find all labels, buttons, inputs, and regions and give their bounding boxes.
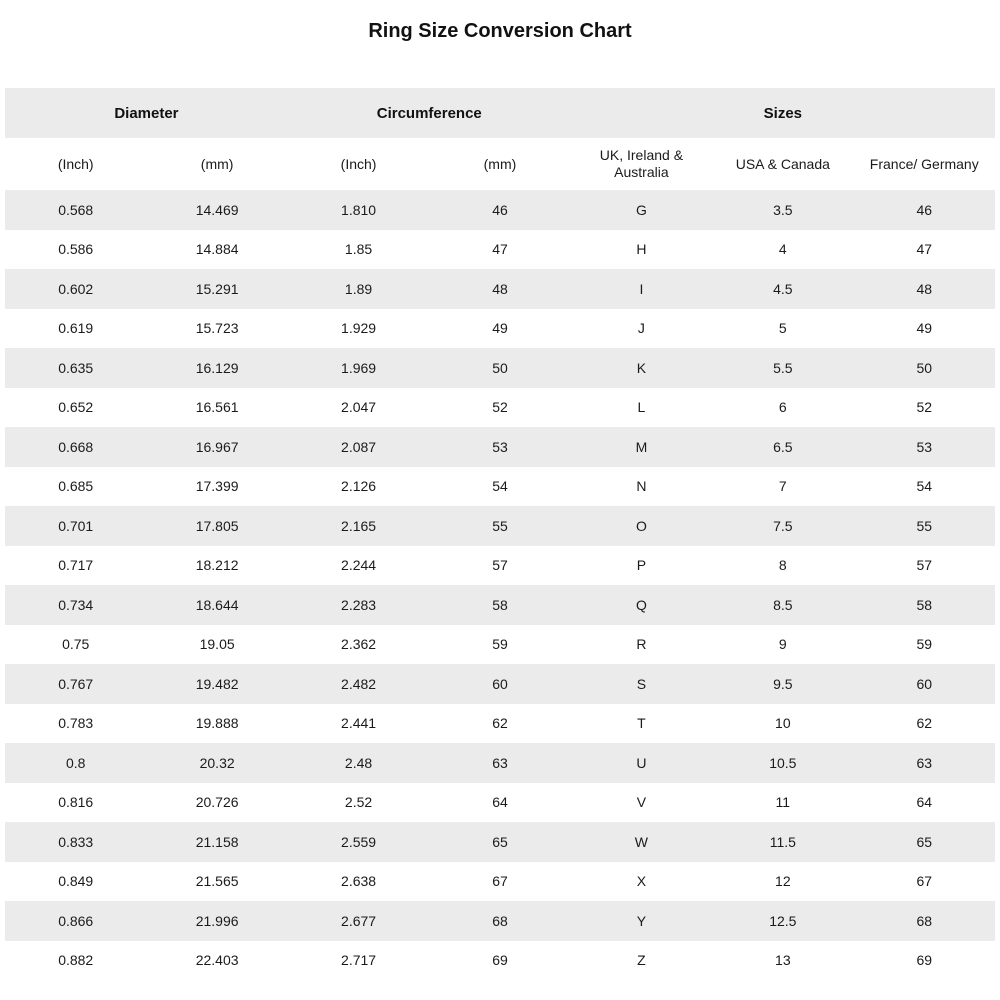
cell-diameter-inch: 0.882 <box>5 941 146 981</box>
cell-size-france-germany: 57 <box>854 546 995 586</box>
cell-diameter-inch: 0.619 <box>5 309 146 349</box>
cell-size-usa-canada: 11.5 <box>712 822 853 862</box>
cell-circumference-mm: 60 <box>429 664 570 704</box>
cell-diameter-inch: 0.8 <box>5 743 146 783</box>
cell-size-france-germany: 59 <box>854 625 995 665</box>
table-row <box>5 190 995 230</box>
cell-circumference-mm: 65 <box>429 822 570 862</box>
cell-size-uk-ireland-australia: O <box>571 506 712 546</box>
cell-circumference-inch: 2.52 <box>288 783 429 823</box>
cell-diameter-inch: 0.635 <box>5 348 146 388</box>
cell-size-france-germany: 65 <box>854 822 995 862</box>
cell-size-uk-ireland-australia: W <box>571 822 712 862</box>
cell-size-uk-ireland-australia: Q <box>571 585 712 625</box>
col-header-uk-ireland-australia: UK, Ireland & Australia <box>571 138 712 190</box>
cell-size-usa-canada: 3.5 <box>712 190 853 230</box>
cell-circumference-inch: 2.717 <box>288 941 429 981</box>
cell-size-uk-ireland-australia: I <box>571 269 712 309</box>
cell-size-france-germany: 52 <box>854 388 995 428</box>
cell-circumference-inch: 2.362 <box>288 625 429 665</box>
cell-diameter-mm: 19.888 <box>146 704 287 744</box>
cell-circumference-inch: 1.969 <box>288 348 429 388</box>
cell-circumference-mm: 49 <box>429 309 570 349</box>
cell-size-uk-ireland-australia: U <box>571 743 712 783</box>
cell-size-usa-canada: 11 <box>712 783 853 823</box>
cell-circumference-mm: 63 <box>429 743 570 783</box>
cell-circumference-mm: 48 <box>429 269 570 309</box>
cell-size-usa-canada: 12.5 <box>712 901 853 941</box>
cell-size-usa-canada: 13 <box>712 941 853 981</box>
cell-diameter-mm: 22.403 <box>146 941 287 981</box>
cell-diameter-mm: 20.726 <box>146 783 287 823</box>
cell-circumference-mm: 69 <box>429 941 570 981</box>
cell-diameter-mm: 15.291 <box>146 269 287 309</box>
cell-circumference-inch: 2.087 <box>288 427 429 467</box>
cell-circumference-mm: 67 <box>429 862 570 902</box>
cell-circumference-mm: 53 <box>429 427 570 467</box>
cell-circumference-inch: 2.126 <box>288 467 429 507</box>
cell-size-uk-ireland-australia: K <box>571 348 712 388</box>
cell-circumference-inch: 2.559 <box>288 822 429 862</box>
table-body <box>5 190 995 980</box>
table-row <box>5 269 995 309</box>
cell-size-uk-ireland-australia: L <box>571 388 712 428</box>
cell-circumference-inch: 1.810 <box>288 190 429 230</box>
cell-circumference-inch: 2.165 <box>288 506 429 546</box>
ring-size-conversion-table <box>5 88 995 980</box>
cell-circumference-mm: 54 <box>429 467 570 507</box>
cell-size-uk-ireland-australia: P <box>571 546 712 586</box>
cell-size-uk-ireland-australia: H <box>571 230 712 270</box>
cell-diameter-mm: 21.996 <box>146 901 287 941</box>
cell-size-usa-canada: 6.5 <box>712 427 853 467</box>
cell-circumference-mm: 46 <box>429 190 570 230</box>
cell-size-uk-ireland-australia: V <box>571 783 712 823</box>
cell-size-usa-canada: 9.5 <box>712 664 853 704</box>
cell-diameter-mm: 16.561 <box>146 388 287 428</box>
cell-circumference-mm: 57 <box>429 546 570 586</box>
page-title: Ring Size Conversion Chart <box>368 20 632 42</box>
cell-circumference-inch: 1.89 <box>288 269 429 309</box>
table-row <box>5 743 995 783</box>
cell-diameter-mm: 19.05 <box>146 625 287 665</box>
table-row <box>5 230 995 270</box>
cell-diameter-mm: 14.884 <box>146 230 287 270</box>
table-header <box>5 88 995 190</box>
cell-diameter-mm: 18.644 <box>146 585 287 625</box>
cell-circumference-inch: 2.244 <box>288 546 429 586</box>
cell-size-usa-canada: 7 <box>712 467 853 507</box>
cell-size-france-germany: 60 <box>854 664 995 704</box>
cell-size-uk-ireland-australia: X <box>571 862 712 902</box>
table-row <box>5 862 995 902</box>
cell-diameter-mm: 16.967 <box>146 427 287 467</box>
cell-size-usa-canada: 4 <box>712 230 853 270</box>
table-row <box>5 585 995 625</box>
cell-diameter-inch: 0.767 <box>5 664 146 704</box>
cell-diameter-mm: 20.32 <box>146 743 287 783</box>
col-header-france-germany: France/ Germany <box>854 138 995 190</box>
cell-size-france-germany: 64 <box>854 783 995 823</box>
col-header-circumference-inch: (Inch) <box>288 138 429 190</box>
cell-size-uk-ireland-australia: G <box>571 190 712 230</box>
cell-size-france-germany: 55 <box>854 506 995 546</box>
col-header-circumference-mm: (mm) <box>429 138 570 190</box>
cell-circumference-mm: 47 <box>429 230 570 270</box>
col-header-diameter-mm: (mm) <box>146 138 287 190</box>
cell-size-usa-canada: 12 <box>712 862 853 902</box>
cell-diameter-inch: 0.75 <box>5 625 146 665</box>
cell-diameter-mm: 17.399 <box>146 467 287 507</box>
group-header-diameter: Diameter <box>5 88 288 138</box>
table-row <box>5 467 995 507</box>
cell-size-france-germany: 69 <box>854 941 995 981</box>
cell-diameter-inch: 0.685 <box>5 467 146 507</box>
cell-size-france-germany: 58 <box>854 585 995 625</box>
cell-diameter-mm: 19.482 <box>146 664 287 704</box>
cell-circumference-inch: 1.85 <box>288 230 429 270</box>
cell-size-france-germany: 48 <box>854 269 995 309</box>
col-header-diameter-inch: (Inch) <box>5 138 146 190</box>
cell-diameter-inch: 0.866 <box>5 901 146 941</box>
cell-diameter-inch: 0.783 <box>5 704 146 744</box>
cell-size-usa-canada: 4.5 <box>712 269 853 309</box>
cell-diameter-inch: 0.717 <box>5 546 146 586</box>
group-header-circumference: Circumference <box>288 88 571 138</box>
table-row <box>5 388 995 428</box>
table-row <box>5 941 995 981</box>
cell-circumference-inch: 2.283 <box>288 585 429 625</box>
cell-size-france-germany: 50 <box>854 348 995 388</box>
cell-diameter-inch: 0.849 <box>5 862 146 902</box>
cell-diameter-inch: 0.668 <box>5 427 146 467</box>
cell-size-usa-canada: 7.5 <box>712 506 853 546</box>
cell-size-france-germany: 47 <box>854 230 995 270</box>
cell-size-france-germany: 63 <box>854 743 995 783</box>
cell-size-usa-canada: 10.5 <box>712 743 853 783</box>
cell-size-usa-canada: 8 <box>712 546 853 586</box>
cell-size-france-germany: 54 <box>854 467 995 507</box>
cell-size-uk-ireland-australia: T <box>571 704 712 744</box>
cell-size-uk-ireland-australia: Y <box>571 901 712 941</box>
cell-size-france-germany: 68 <box>854 901 995 941</box>
cell-circumference-mm: 64 <box>429 783 570 823</box>
table-row <box>5 309 995 349</box>
cell-diameter-mm: 17.805 <box>146 506 287 546</box>
cell-circumference-inch: 2.48 <box>288 743 429 783</box>
cell-size-uk-ireland-australia: Z <box>571 941 712 981</box>
cell-diameter-inch: 0.833 <box>5 822 146 862</box>
group-header-row <box>5 88 995 138</box>
cell-circumference-inch: 1.929 <box>288 309 429 349</box>
cell-diameter-inch: 0.816 <box>5 783 146 823</box>
cell-diameter-inch: 0.734 <box>5 585 146 625</box>
group-header-sizes: Sizes <box>571 88 995 138</box>
cell-circumference-mm: 59 <box>429 625 570 665</box>
sub-header-row <box>5 138 995 190</box>
cell-size-france-germany: 62 <box>854 704 995 744</box>
cell-diameter-inch: 0.602 <box>5 269 146 309</box>
cell-circumference-mm: 58 <box>429 585 570 625</box>
table-row <box>5 546 995 586</box>
cell-size-uk-ireland-australia: N <box>571 467 712 507</box>
cell-circumference-inch: 2.482 <box>288 664 429 704</box>
cell-size-usa-canada: 10 <box>712 704 853 744</box>
cell-circumference-mm: 62 <box>429 704 570 744</box>
table-row <box>5 348 995 388</box>
cell-circumference-inch: 2.441 <box>288 704 429 744</box>
table-row <box>5 783 995 823</box>
table-row <box>5 822 995 862</box>
table-row <box>5 664 995 704</box>
cell-diameter-mm: 15.723 <box>146 309 287 349</box>
cell-size-uk-ireland-australia: S <box>571 664 712 704</box>
cell-size-uk-ireland-australia: R <box>571 625 712 665</box>
cell-circumference-mm: 52 <box>429 388 570 428</box>
col-header-usa-canada: USA & Canada <box>712 138 853 190</box>
cell-circumference-inch: 2.047 <box>288 388 429 428</box>
cell-size-uk-ireland-australia: J <box>571 309 712 349</box>
cell-diameter-mm: 16.129 <box>146 348 287 388</box>
cell-diameter-mm: 21.158 <box>146 822 287 862</box>
cell-circumference-mm: 68 <box>429 901 570 941</box>
table-row <box>5 901 995 941</box>
cell-size-france-germany: 53 <box>854 427 995 467</box>
cell-size-france-germany: 67 <box>854 862 995 902</box>
cell-size-usa-canada: 6 <box>712 388 853 428</box>
table-row <box>5 625 995 665</box>
cell-diameter-inch: 0.652 <box>5 388 146 428</box>
cell-circumference-mm: 50 <box>429 348 570 388</box>
table-row <box>5 704 995 744</box>
cell-size-usa-canada: 5 <box>712 309 853 349</box>
cell-circumference-mm: 55 <box>429 506 570 546</box>
cell-size-france-germany: 49 <box>854 309 995 349</box>
cell-circumference-inch: 2.677 <box>288 901 429 941</box>
cell-diameter-mm: 21.565 <box>146 862 287 902</box>
cell-circumference-inch: 2.638 <box>288 862 429 902</box>
cell-size-usa-canada: 5.5 <box>712 348 853 388</box>
table-row <box>5 427 995 467</box>
cell-diameter-inch: 0.586 <box>5 230 146 270</box>
cell-size-usa-canada: 8.5 <box>712 585 853 625</box>
cell-size-usa-canada: 9 <box>712 625 853 665</box>
cell-size-uk-ireland-australia: M <box>571 427 712 467</box>
cell-diameter-inch: 0.568 <box>5 190 146 230</box>
cell-size-france-germany: 46 <box>854 190 995 230</box>
cell-diameter-mm: 18.212 <box>146 546 287 586</box>
cell-diameter-mm: 14.469 <box>146 190 287 230</box>
cell-diameter-inch: 0.701 <box>5 506 146 546</box>
table-row <box>5 506 995 546</box>
